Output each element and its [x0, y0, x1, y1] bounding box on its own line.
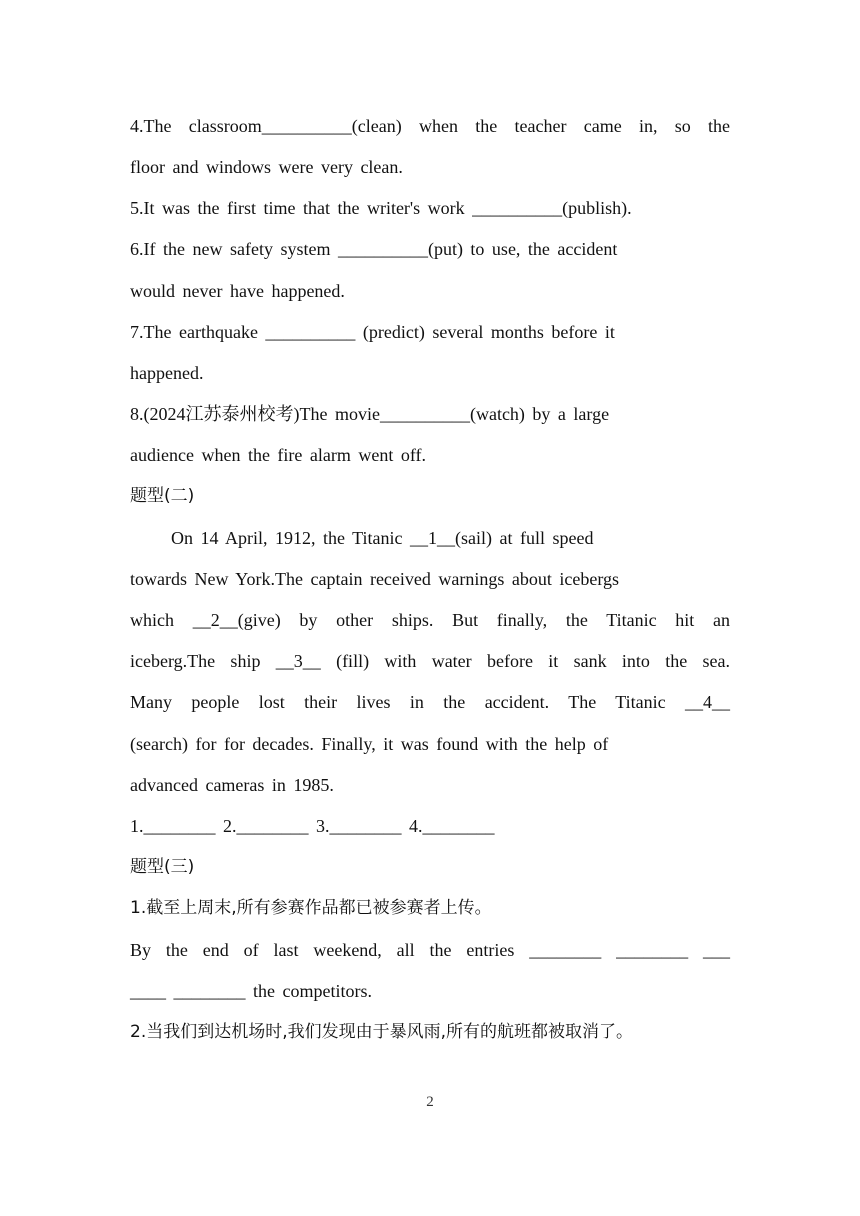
passage-line-1: On 14 April, 1912, the Titanic __1__(sail) at full speed	[171, 528, 594, 548]
passage-line-7: advanced cameras in 1985.	[130, 775, 334, 795]
section-heading-2: 题型(二)	[130, 486, 195, 506]
question-6-line-1: 6.If the new safety system __________(put) to use, the accident	[130, 239, 618, 259]
passage-line-5: Many people lost their lives in the accident. The Titanic __4__	[130, 692, 730, 712]
question-8-line-1: 8.(2024江苏泰州校考)The movie__________(watch) by a large	[130, 404, 610, 424]
passage-line-6: (search) for for decades. Finally, it was found with the help of	[130, 734, 609, 754]
question-6-line-2: would never have happened.	[130, 281, 345, 301]
question-4-line-2: floor and windows were very clean.	[130, 157, 403, 177]
page-number: 2	[426, 1094, 434, 1110]
passage-line-2: towards New York.The captain received warnings about icebergs	[130, 569, 620, 589]
passage-line-3: which __2__(give) by other ships. But finally, the Titanic hit an	[130, 610, 730, 630]
question-8-line-2: audience when the fire alarm went off.	[130, 445, 427, 465]
translation-1-chinese: 1.截至上周末,所有参赛作品都已被参赛者上传。	[130, 898, 492, 918]
translation-1-english-line-2: ____ ________ the competitors.	[130, 981, 372, 1001]
translation-2-chinese: 2.当我们到达机场时,我们发现由于暴风雨,所有的航班都被取消了。	[130, 1022, 634, 1042]
section-heading-3: 题型(三)	[130, 857, 195, 877]
question-4-line-1: 4.The classroom__________(clean) when the teacher came in, so the	[130, 116, 730, 136]
passage-line-4: iceberg.The ship __3__ (fill) with water before it sank into the sea.	[130, 651, 730, 671]
answer-blanks: 1.________ 2.________ 3.________ 4.________	[130, 816, 495, 836]
question-5: 5.It was the first time that the writer's work __________(publish).	[130, 198, 632, 218]
question-7-line-2: happened.	[130, 363, 204, 383]
translation-1-english-line-1: By the end of last weekend, all the entries ________ ________ ___	[130, 940, 730, 960]
question-7-line-1: 7.The earthquake __________ (predict) several months before it	[130, 322, 615, 342]
